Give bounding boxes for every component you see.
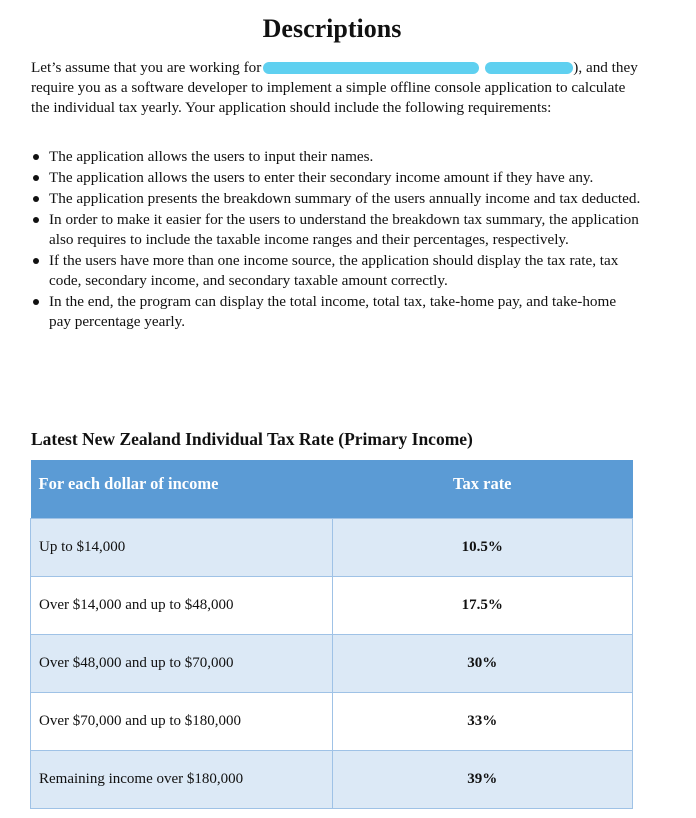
table-row — [31, 750, 633, 808]
table-header-row — [31, 460, 633, 518]
list-item: If the users have more than one income source, the application should display the tax rate, tax code, secondary income, and secondary taxable amount correctly. — [31, 251, 641, 291]
redaction-mark — [485, 62, 573, 74]
tax-rate-cell: 33% — [332, 692, 632, 750]
income-range-cell: Over $14,000 and up to $48,000 — [31, 576, 333, 634]
bullet-icon — [33, 154, 39, 160]
column-header-income: For each dollar of income — [31, 460, 333, 518]
bullet-icon — [33, 299, 39, 305]
bullet-icon — [33, 258, 39, 264]
bullet-icon — [33, 175, 39, 181]
list-item: In the end, the program can display the total income, total tax, take-home pay, and take-home pay percentage yearly. — [31, 292, 641, 332]
requirements-list — [31, 147, 641, 333]
tax-rate-cell: 39% — [332, 750, 632, 808]
table-row — [31, 518, 633, 576]
list-item: The application allows the users to input their names. — [31, 147, 641, 167]
bullet-icon — [33, 196, 39, 202]
tax-rate-cell: 17.5% — [332, 576, 632, 634]
intro-text-start: Let’s assume that you are working for — [31, 59, 262, 76]
redaction-mark — [263, 62, 479, 74]
income-range-cell: Over $48,000 and up to $70,000 — [31, 634, 333, 692]
income-range-cell: Remaining income over $180,000 — [31, 750, 333, 808]
tax-rate-cell: 10.5% — [332, 518, 632, 576]
table-row — [31, 634, 633, 692]
tax-rate-cell: 30% — [332, 634, 632, 692]
income-range-cell: Up to $14,000 — [31, 518, 333, 576]
page-title: Descriptions — [262, 14, 402, 43]
tax-rate-table — [30, 460, 633, 809]
table-heading: Latest New Zealand Individual Tax Rate (Primary Income) — [31, 429, 473, 449]
table-row — [31, 576, 633, 634]
list-item: The application presents the breakdown summary of the users annually income and tax deducted. — [31, 189, 641, 209]
column-header-rate: Tax rate — [332, 460, 632, 518]
intro-text-end: ), and they require you as a software developer to implement a simple offline console application to calculate the individual tax yearly. Your application should include the following requirements: — [31, 59, 638, 116]
income-range-cell: Over $70,000 and up to $180,000 — [31, 692, 333, 750]
bullet-icon — [33, 217, 39, 223]
table-row — [31, 692, 633, 750]
list-item: In order to make it easier for the users to understand the breakdown tax summary, the application also requires to include the taxable income ranges and their percentages, respectively. — [31, 210, 641, 250]
list-item: The application allows the users to enter their secondary income amount if they have any. — [31, 168, 641, 188]
intro-paragraph — [31, 58, 641, 118]
